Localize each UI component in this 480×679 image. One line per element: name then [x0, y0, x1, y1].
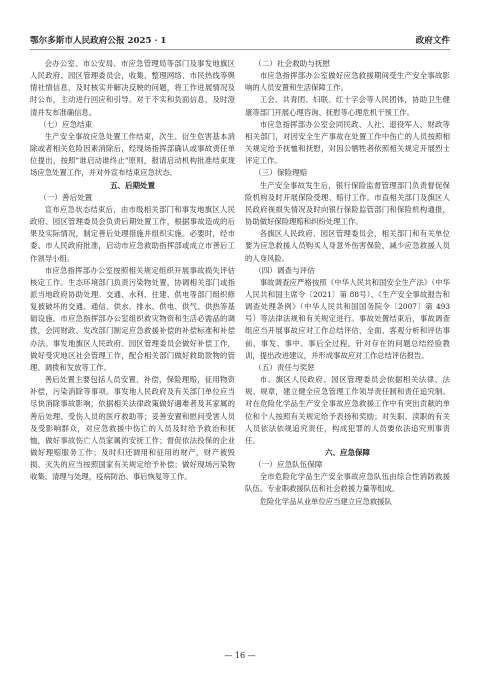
- paragraph: 宣布应急状态结束后，由市级相关部门和事发地旗区人民政府、园区管理委员会负责后期处置工作，根据事故造成的后果及实际情况，制定善后处理措施并组织实施。必要时，经市委、市人民政府批准，启动市应急救助指挥部或成立市善后工作领导小组。: [30, 204, 235, 263]
- paragraph: 危险化学品从业单位应当建立应急救援队: [259, 496, 392, 506]
- paragraph: 会办公室、市公安局、市应急管理局等部门及事发地旗区人民政府、园区管理委员会，收集、整理网络、市民热线等舆情社情信息，及时核实并解决反映的问题，将工作进展情况及时公布，主动进行回应和引导。对于不实和负面信息，及时澄清并发布准确信息。: [30, 59, 235, 117]
- subsection-heading: （一）应急队伍保障: [254, 460, 323, 470]
- paragraph: 市应急指挥部办公室做好应急救援期间受生产安全事故影响的人员安置和生活保障工作。: [245, 71, 450, 93]
- subsection-heading: （三）保险理赔: [254, 168, 308, 178]
- publication-title: 鄂尔多斯市人民政府公报 2025 · 1: [30, 36, 167, 46]
- paragraph: 生产安全事故应急处置工作结束，次生、衍生危害基本消除或者相关危险因素消除后，经现场指挥部确认或事故责任单位提出，按照"谁启动谁终止"原则，报请启动机构批准结束现场应急处置工作，并对外宣布结束应急状态。: [30, 131, 235, 178]
- subsection-heading: （一）善后处置: [39, 192, 93, 202]
- paragraph: 善后处置主要包括人员安置、补偿，保险理赔，征用物资补偿，污染消除等事项。事发地人民政府及有关部门单位应当尽快消除事故影响，依据相关法律政策做好遇难者及其家属的善后处理、受伤人员的医疗救助等；妥善安置和慰问受害人员及受影响群众，对应急救援中伤亡的人员及时给予救治和抚恤，做好事故伤亡人员家属的安抚工作；督促依法投保的企业做好理赔服务工作；及时归还调用和征用的财产，财产被毁损、灭失的应当按照国家有关规定给予补偿；做好现场污染物收集、清理与处理，疫病防治、事后恢复等工作。: [30, 375, 235, 482]
- page-header: [30, 26, 450, 50]
- paragraph: 各旗区人民政府、园区管理委员会，相关部门和有关单位要为应急救援人员购买人身意外伤害保险，减少应急救援人员的人身风险。: [245, 229, 450, 263]
- paragraph: 事故调查应严格按照《中华人民共和国安全生产法》（中华人民共和国主席令〔2021〕第 88号）、《生产安全事故报告和调查处理条例》（中华人民共和国国务院令〔2007〕第 493 号）等法律法规和有关规定进行。事故处置结束后，事故调查组应当开展事故应对工作总结评估，全面、客观分析和评估事前、事发、事中、事后全过程，针对存在的问题总结经验教训，提出改进建议，并形成事故应对工作总结评估报告。: [245, 277, 450, 360]
- paragraph: 生产安全事故发生后，银行保险监督管理部门负责督促保险机构及时开展保险受理、赔付工作。市直相关部门及旗区人民政府视损失情况及时向银行保险监管部门和保险机构通报，协助做好保险理赔和纠纷处理工作。: [245, 180, 450, 227]
- subsection-heading: （五）责任与奖惩: [254, 362, 315, 372]
- paragraph: 工会、共青团、妇联、红十字会等人民团体，协助卫生健康等部门开展心理咨询、抚慰等心理危机干预工作。: [245, 95, 450, 117]
- paragraph: 市应急指挥部办公室会同民政、人社、退役军人、财政等相关部门，对因安全生产事故在处置工作中伤亡的人员按照相关规定给予抚恤和抚慰，对因公牺牲者依照相关规定开展烈士评定工作。: [245, 119, 450, 166]
- paragraph: 市、旗区人民政府、园区管理委员会依据相关法律、法规、规章，建立健全应急管理工作领导责任制和责任追究制。对在危险化学品生产安全事故应急救援工作中有突出贡献的单位和个人按照有关规定给予表扬和奖励；对失职、渎职的有关人员依法依规追究责任，构成犯罪的人员要依法追究刑事责任。: [245, 375, 450, 445]
- section-label: 政府文件: [415, 36, 450, 46]
- paragraph: 全市危险化学品生产安全事故应急队伍由综合性消防救援队伍、专业职救援队伍和社会救援力量等组成。: [245, 472, 450, 494]
- subsection-heading: （七）应急结束: [39, 119, 93, 129]
- subsection-heading: （四）调查与评估: [254, 265, 315, 275]
- document-body: [30, 58, 450, 638]
- left-column: [30, 58, 235, 638]
- paragraph: 市应急指挥部办公室按照相关规定组织开展事故损失评估核定工作。生态环境部门负责污染物处置，协调相关部门或指派当地政府协助处理。交通、水利、住建、供电等部门组织修复被破坏的交通、通信、供水、排水、供电、供气、供热等基础设施。市应急指挥部办公室组织救灾物资和生活必需品的调拨，会同财政、发改部门制定应急救援补偿的补偿标准和补偿办法。事发地旗区人民政府、园区管理委员会做好补偿工作，做好受灾地区社会管理工作，配合相关部门做好救助款物的管理、调拨和发放等工作。: [30, 265, 235, 372]
- section-heading: 六、应急保障: [325, 448, 370, 457]
- page-number: — 16 —: [224, 651, 256, 660]
- right-column: [245, 58, 450, 638]
- subsection-heading: （二）社会救助与抚慰: [254, 59, 331, 68]
- section-heading: 五、后期处置: [110, 180, 155, 190]
